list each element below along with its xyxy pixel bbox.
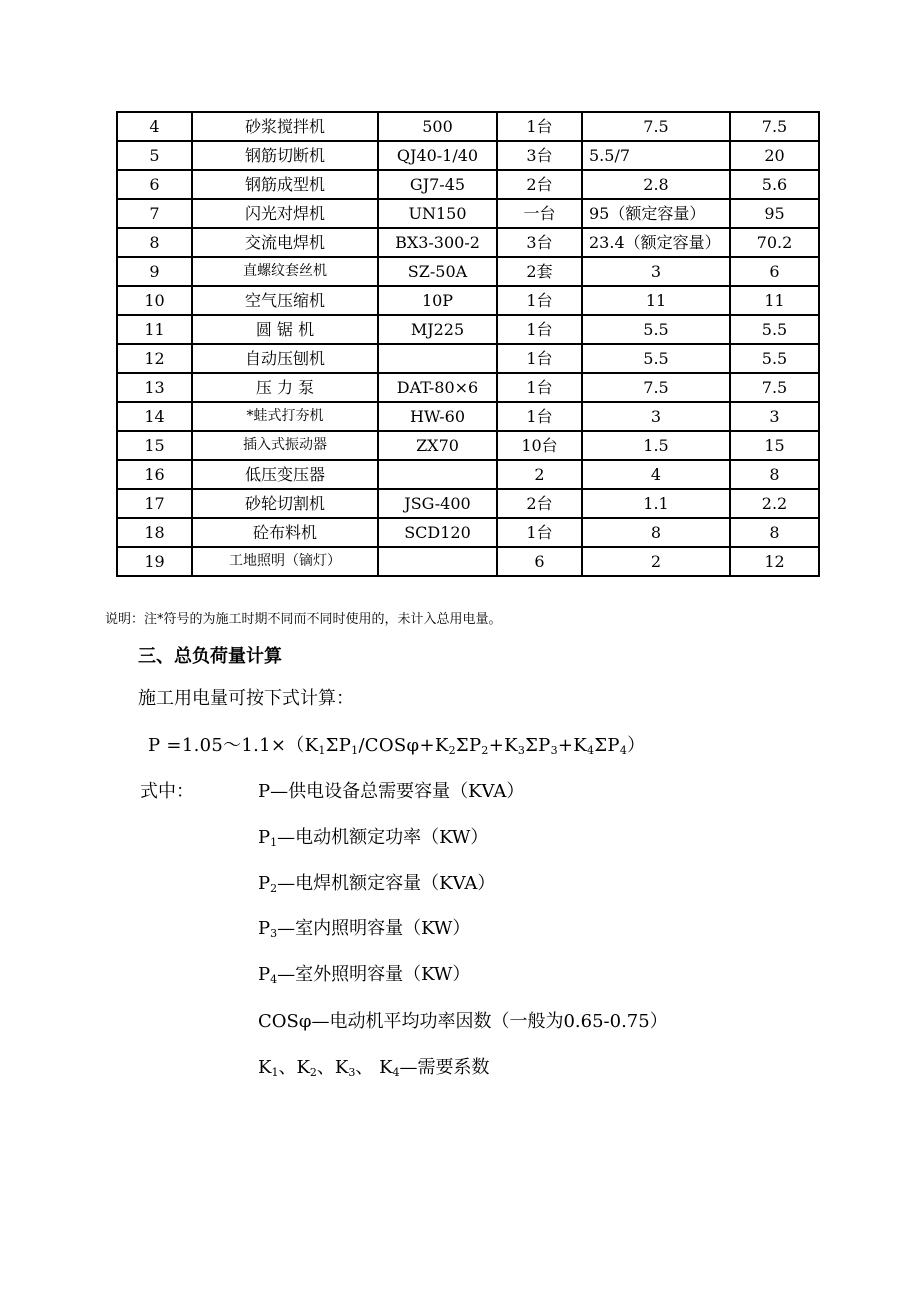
cell-number: 18 [117,518,192,547]
cell-number: 14 [117,402,192,431]
where-label: 式中： [140,781,194,802]
cell-total-power: 5.5 [730,315,819,344]
cell-number: 4 [117,112,192,141]
formula-subscript: 3 [550,744,558,757]
cell-rated-power: 5.5 [582,315,730,344]
cell-total-power: 8 [730,518,819,547]
cell-quantity: 3台 [497,141,582,170]
definition-symbol: 、K [316,1057,349,1078]
cell-number: 6 [117,170,192,199]
definition-subscript: 3 [348,1066,356,1079]
cell-total-power: 20 [730,141,819,170]
formula-subscript: 2 [481,744,489,757]
cell-rated-power: 5.5 [582,344,730,373]
cell-model: ZX70 [378,431,497,460]
cell-model [378,460,497,489]
cell-total-power: 7.5 [730,112,819,141]
cell-rated-power: 1.5 [582,431,730,460]
cell-total-power: 2.2 [730,489,819,518]
table-row [117,373,819,402]
equipment-table-body [117,112,819,576]
cell-total-power: 12 [730,547,819,576]
cell-number: 13 [117,373,192,402]
cell-number: 5 [117,141,192,170]
cell-model: 10P [378,286,497,315]
cell-number: 15 [117,431,192,460]
cell-rated-power: 2 [582,547,730,576]
definition-k [258,1053,490,1079]
formula-subscript: 4 [619,744,628,757]
formula-part: +K [557,735,588,756]
cell-rated-power: 8 [582,518,730,547]
table-row [117,199,819,228]
table-row [117,344,819,373]
equipment-table [116,111,820,577]
formula-subscript: 1 [318,744,326,757]
section-heading: 三、总负荷量计算 [138,646,282,667]
cell-model: DAT-80×6 [378,373,497,402]
cell-quantity: 1台 [497,373,582,402]
cell-quantity: 3台 [497,228,582,257]
formula-part: ΣP [594,735,620,756]
table-row [117,489,819,518]
cell-quantity: 一台 [497,199,582,228]
formula-part: ΣP [455,735,482,756]
cell-quantity: 1台 [497,315,582,344]
cell-quantity: 2 [497,460,582,489]
table-row [117,547,819,576]
cell-equipment-name: 钢筋切断机 [192,141,378,170]
cell-total-power: 6 [730,257,819,286]
definition-symbol: 、K [278,1057,310,1078]
cell-equipment-name: 工地照明（镝灯） [192,547,378,576]
definition-p2 [258,869,495,895]
cell-number: 11 [117,315,192,344]
definition-p4 [258,960,470,986]
definition-symbol: K [258,1057,272,1078]
definition-text: —室外照明容量（KW） [277,964,471,985]
cell-model: SZ-50A [378,257,497,286]
cell-quantity: 1台 [497,518,582,547]
cell-equipment-name: 压 力 泵 [192,373,378,402]
formula-part: +K [488,735,518,756]
cell-rated-power: 2.8 [582,170,730,199]
cell-total-power: 11 [730,286,819,315]
cell-model: JSG-400 [378,489,497,518]
cell-equipment-name: 砼布料机 [192,518,378,547]
cell-rated-power: 95（额定容量） [582,199,730,228]
cell-rated-power: 4 [582,460,730,489]
definition-subscript: 2 [270,882,278,895]
definition-p1 [258,823,488,849]
cell-total-power: 5.6 [730,170,819,199]
cell-quantity: 10台 [497,431,582,460]
definition-subscript: 1 [271,1066,279,1079]
cell-equipment-name: 低压变压器 [192,460,378,489]
formula-subscript: 2 [448,744,456,757]
cell-rated-power: 7.5 [582,373,730,402]
cell-quantity: 2套 [497,257,582,286]
cell-model: SCD120 [378,518,497,547]
table-row [117,286,819,315]
definition-text: —电动机额定功率（KW） [277,827,489,848]
cell-equipment-name: 闪光对焊机 [192,199,378,228]
table-row [117,257,819,286]
formula-subscript: 4 [587,744,595,757]
table-row [117,141,819,170]
cell-rated-power: 1.1 [582,489,730,518]
cell-equipment-name: 砂轮切割机 [192,489,378,518]
definition-symbol: 、 K [355,1057,393,1078]
definition-text: —室内照明容量（KW） [277,918,471,939]
cell-total-power: 8 [730,460,819,489]
cell-equipment-name: 直螺纹套丝机 [192,257,378,286]
definition-p: P—供电设备总需要容量（KVA） [258,781,525,802]
table-row [117,402,819,431]
table-row [117,518,819,547]
formula-part: ） [627,735,646,756]
cell-total-power: 95 [730,199,819,228]
cell-number: 7 [117,199,192,228]
cell-model: BX3-300-2 [378,228,497,257]
formula-part: ΣP [325,735,352,756]
cell-equipment-name: 空气压缩机 [192,286,378,315]
cell-equipment-name: 交流电焊机 [192,228,378,257]
intro-text: 施工用电量可按下式计算： [138,688,354,709]
cell-total-power: 5.5 [730,344,819,373]
load-formula [148,731,645,757]
cell-model: GJ7-45 [378,170,497,199]
cell-total-power: 7.5 [730,373,819,402]
cell-quantity: 1台 [497,344,582,373]
cell-quantity: 6 [497,547,582,576]
table-row [117,315,819,344]
cell-rated-power: 11 [582,286,730,315]
table-row [117,460,819,489]
table-note: 说明：注*符号的为施工时期不同而不同时使用的，未计入总用电量。 [105,612,502,627]
definition-subscript: 3 [270,927,278,940]
table-row [117,112,819,141]
cell-total-power: 15 [730,431,819,460]
table-row [117,170,819,199]
formula-subscript: 3 [517,744,526,757]
table-row [117,228,819,257]
cell-rated-power: 7.5 [582,112,730,141]
formula-subscript: 1 [351,744,359,757]
definition-p3 [258,914,470,940]
definition-text: —电焊机额定容量（KVA） [277,873,496,894]
cell-equipment-name: 自动压刨机 [192,344,378,373]
formula-part: P =1.05～1.1×（K [148,735,319,756]
definition-subscript: 1 [270,836,278,849]
cell-number: 19 [117,547,192,576]
cell-total-power: 3 [730,402,819,431]
formula-part: ΣP [525,735,551,756]
cell-equipment-name: 砂浆搅拌机 [192,112,378,141]
cell-equipment-name: 钢筋成型机 [192,170,378,199]
cell-number: 10 [117,286,192,315]
cell-equipment-name: 插入式振动器 [192,431,378,460]
cell-number: 8 [117,228,192,257]
definition-subscript: 4 [270,973,278,986]
cell-model [378,547,497,576]
cell-model: 500 [378,112,497,141]
definition-symbol: P [258,827,271,848]
definition-text: —需要系数 [399,1057,490,1078]
cell-quantity: 2台 [497,489,582,518]
cell-number: 12 [117,344,192,373]
definition-symbol: P [258,964,271,985]
definition-subscript: 2 [309,1066,317,1079]
cell-quantity: 2台 [497,170,582,199]
definition-symbol: P [258,873,271,894]
cell-number: 16 [117,460,192,489]
cell-quantity: 1台 [497,402,582,431]
cell-number: 17 [117,489,192,518]
cell-model: MJ225 [378,315,497,344]
table-row [117,431,819,460]
cell-rated-power: 5.5/7 [582,141,730,170]
definition-subscript: 4 [392,1066,400,1079]
cell-equipment-name: 圆 锯 机 [192,315,378,344]
cell-total-power: 70.2 [730,228,819,257]
cell-model: QJ40-1/40 [378,141,497,170]
cell-model: UN150 [378,199,497,228]
cell-rated-power: 3 [582,402,730,431]
cell-model [378,344,497,373]
definition-symbol: P [258,918,271,939]
cell-equipment-name: *蛙式打夯机 [192,402,378,431]
cell-rated-power: 3 [582,257,730,286]
cell-quantity: 1台 [497,112,582,141]
cell-number: 9 [117,257,192,286]
cell-model: HW-60 [378,402,497,431]
definition-cos: COSφ—电动机平均功率因数（一般为0.65-0.75） [258,1011,668,1032]
cell-rated-power: 23.4（额定容量） [582,228,730,257]
cell-quantity: 1台 [497,286,582,315]
formula-part: /COSφ+K [358,735,449,756]
